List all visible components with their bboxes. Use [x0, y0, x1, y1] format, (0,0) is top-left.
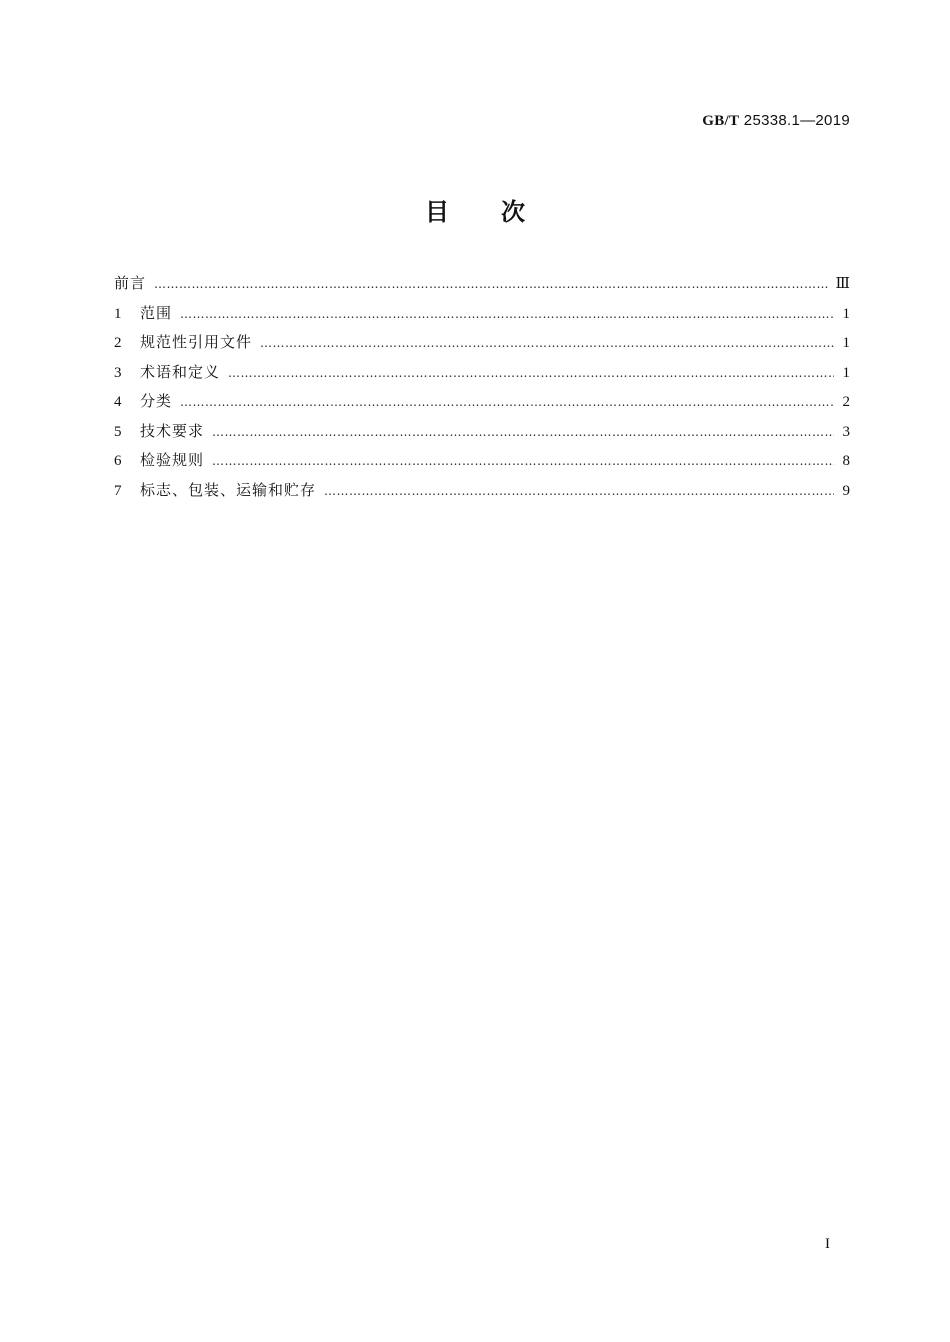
toc-entry-7[interactable] [114, 479, 850, 509]
toc-entry-4[interactable] [114, 390, 850, 420]
toc-entry-number: 3 [114, 364, 122, 381]
toc-entry-page: 9 [842, 482, 850, 499]
page-number: I [825, 1236, 830, 1252]
toc-entry-6[interactable] [114, 449, 850, 479]
standard-number: 25338.1—2019 [743, 112, 850, 129]
toc-entry-page: 1 [842, 305, 850, 322]
toc-entry-page: 1 [842, 364, 850, 381]
toc-entry-label: 分类 [140, 392, 173, 410]
toc-entry-1[interactable] [114, 302, 850, 332]
toc-entry-label: 术语和定义 [140, 362, 221, 381]
toc-entry-label: 检验规则 [140, 451, 205, 469]
toc-entry-2[interactable] [114, 331, 850, 361]
toc-entry-number: 4 [114, 394, 122, 410]
toc-entry-5[interactable] [114, 420, 850, 450]
toc-leader-dots [260, 336, 834, 350]
toc-entry-number: 2 [114, 335, 122, 351]
toc-entry-number: 5 [114, 423, 122, 440]
toc-entry-number: 6 [114, 453, 122, 469]
toc-leader-dots [212, 454, 834, 468]
toc-leader-dots [212, 425, 834, 439]
toc-entry-label: 规范性引用文件 [140, 333, 253, 351]
toc-entry-page: 2 [842, 394, 850, 410]
toc-leader-dots [324, 484, 834, 498]
toc-entry-page: 1 [842, 335, 850, 351]
toc-entry-label: 范围 [140, 303, 173, 322]
toc-entry-label: 前言 [114, 274, 147, 292]
toc-entry-label: 标志、包装、运输和贮存 [140, 480, 317, 499]
toc-leader-dots [180, 395, 834, 409]
toc-entry-3[interactable] [114, 361, 850, 391]
toc-leader-dots [180, 307, 834, 321]
toc-entry-preface[interactable] [114, 272, 850, 302]
toc-leader-dots [154, 277, 830, 291]
toc-entry-page: 8 [842, 453, 850, 469]
toc-entry-page: Ⅲ [835, 276, 850, 292]
toc-entry-number: 1 [114, 305, 122, 322]
toc-leader-dots [228, 366, 834, 380]
standard-code [702, 112, 850, 130]
toc-entry-page: 3 [842, 423, 850, 440]
toc-entry-number: 7 [114, 482, 122, 499]
toc-entry-label: 技术要求 [140, 421, 205, 440]
standard-prefix: GB/T [702, 113, 740, 129]
page-title: 目次 [425, 198, 577, 226]
table-of-contents [114, 272, 850, 508]
